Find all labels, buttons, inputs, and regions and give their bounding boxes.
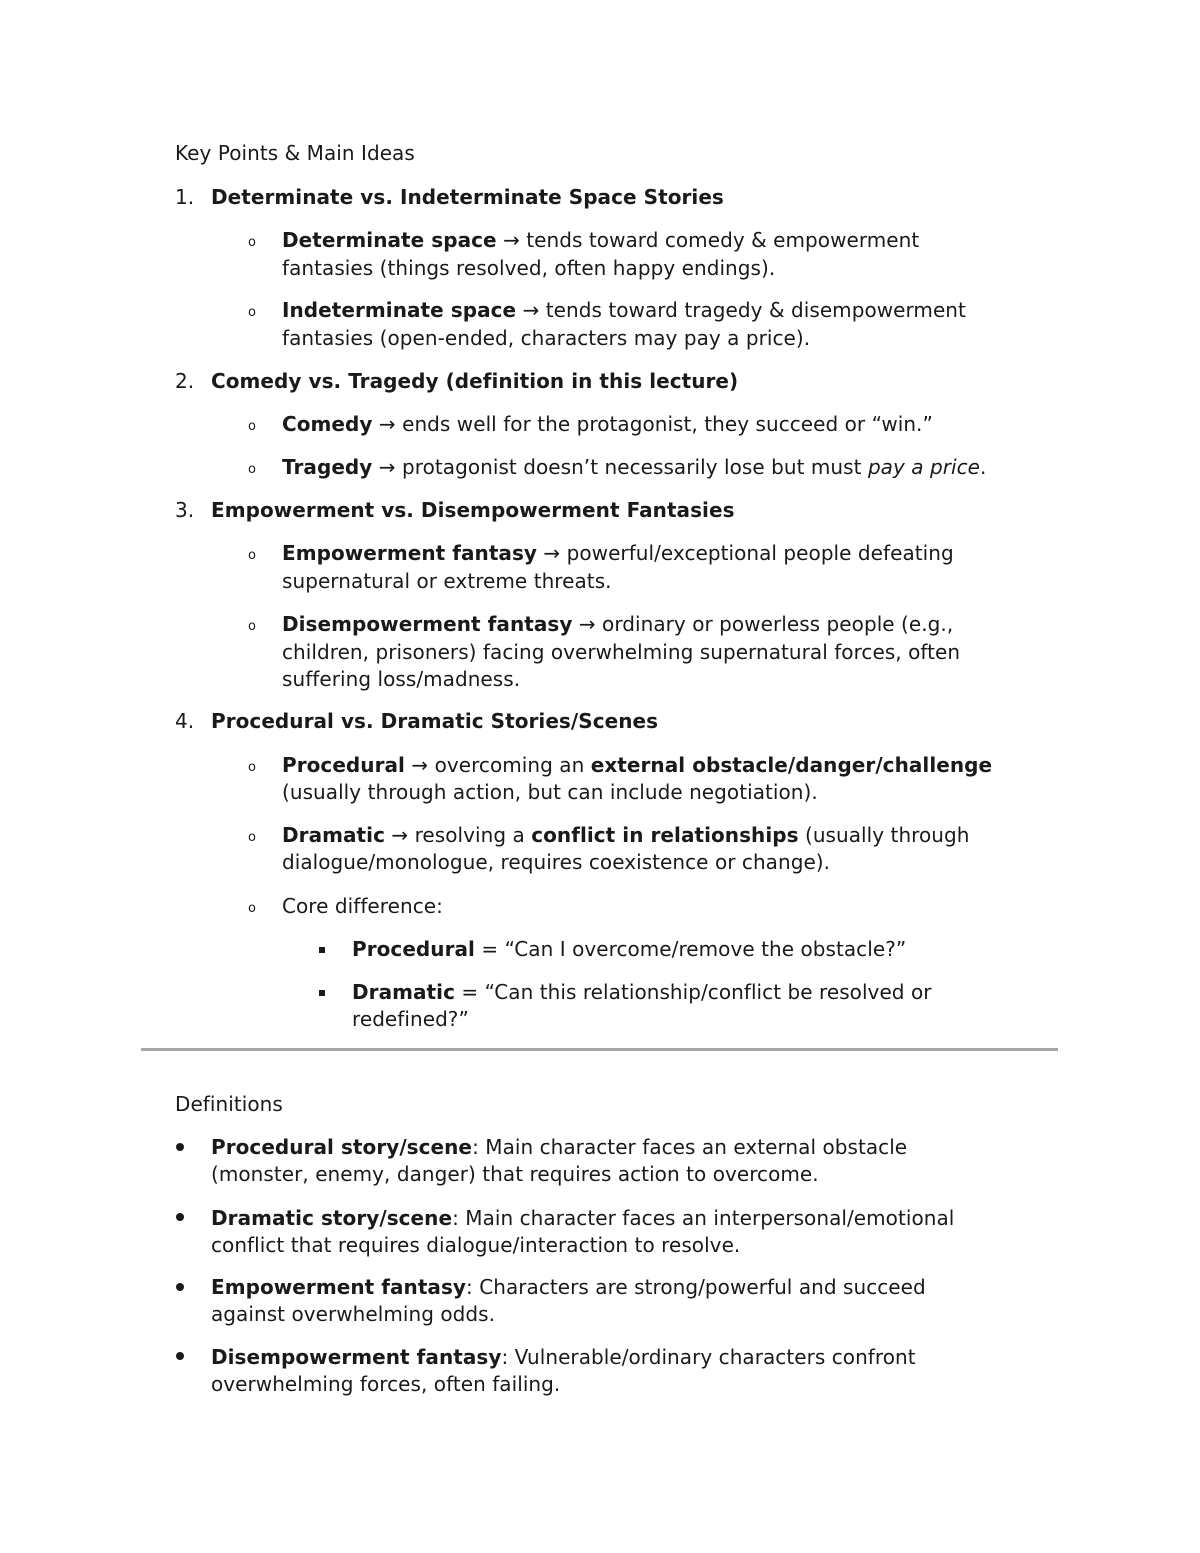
sub-item-continuation: supernatural or extreme threats. — [282, 569, 612, 593]
sub-item-line — [282, 540, 954, 567]
sub-item-text: → resolving a — [384, 823, 532, 847]
sub-item-term: Determinate space — [282, 228, 497, 252]
list-number: 4. — [175, 709, 195, 733]
circle-bullet-icon: o — [248, 548, 256, 563]
sub-item-text: → ends well for the protagonist, they succeed or “win.” — [372, 412, 933, 436]
sub-item-line — [282, 822, 970, 849]
sub-item-term: Procedural — [282, 753, 405, 777]
bullet-dot-icon — [176, 1213, 184, 1221]
circle-bullet-icon: o — [248, 235, 256, 250]
sub-item-line — [282, 454, 986, 481]
section-heading-definitions: Definitions — [175, 1092, 283, 1116]
list-number: 3. — [175, 498, 195, 522]
core-item-term: Procedural — [352, 937, 475, 961]
definition-line — [211, 1274, 926, 1301]
sub-item-continuation: fantasies (things resolved, often happy endings). — [282, 256, 776, 280]
sub-item-text: → overcoming an — [404, 753, 591, 777]
definition-continuation: (monster, enemy, danger) that requires action to overcome. — [211, 1162, 819, 1186]
sub-item-line — [282, 297, 966, 324]
circle-bullet-icon: o — [248, 760, 256, 775]
bullet-dot-icon — [176, 1283, 184, 1291]
sub-item-term: Empowerment fantasy — [282, 541, 538, 565]
sub-item-term: Tragedy — [282, 455, 373, 479]
circle-bullet-icon: o — [248, 619, 256, 634]
definition-text: : Main character faces an external obstacle — [472, 1135, 908, 1159]
sub-item-continuation: children, prisoners) facing overwhelming supernatural forces, often — [282, 640, 961, 664]
sub-item-line — [282, 411, 933, 438]
sub-item-line — [282, 752, 992, 779]
sub-item-continuation: dialogue/monologue, requires coexistence or change). — [282, 850, 831, 874]
square-bullet-icon — [319, 990, 325, 996]
definition-term: Disempowerment fantasy — [211, 1345, 502, 1369]
sub-item-term: Indeterminate space — [282, 298, 517, 322]
list-item-title: Comedy vs. Tragedy (definition in this lecture) — [211, 369, 739, 393]
sub-item-term: Dramatic — [282, 823, 385, 847]
sub-item-emphasis: external obstacle/danger/challenge — [590, 753, 993, 777]
bullet-dot-icon — [176, 1143, 184, 1151]
core-item-term: Dramatic — [352, 980, 455, 1004]
definition-text: : Main character faces an interpersonal/emotional — [452, 1206, 955, 1230]
definition-continuation: against overwhelming odds. — [211, 1302, 496, 1326]
horizontal-divider — [141, 1048, 1058, 1051]
sub-item-term: Disempowerment fantasy — [282, 612, 573, 636]
core-item-continuation: redefined?” — [352, 1007, 469, 1031]
sub-item-tail: (usually through — [798, 823, 970, 847]
section-heading-key-points: Key Points & Main Ideas — [175, 141, 415, 165]
list-item-title: Procedural vs. Dramatic Stories/Scenes — [211, 709, 659, 733]
circle-bullet-icon: o — [248, 462, 256, 477]
sub-item-line: Core difference: — [282, 894, 443, 918]
sub-item-text: → powerful/exceptional people defeating — [537, 541, 954, 565]
sub-item-emphasis: pay a price — [867, 455, 981, 479]
definition-text: : Characters are strong/powerful and succeed — [466, 1275, 926, 1299]
list-number: 1. — [175, 185, 195, 209]
definition-term: Empowerment fantasy — [211, 1275, 467, 1299]
circle-bullet-icon: o — [248, 830, 256, 845]
sub-item-continuation: suffering loss/madness. — [282, 667, 521, 691]
circle-bullet-icon: o — [248, 419, 256, 434]
list-number: 2. — [175, 369, 195, 393]
square-bullet-icon — [319, 947, 325, 953]
list-item-title: Empowerment vs. Disempowerment Fantasies — [211, 498, 735, 522]
sub-item-term: Comedy — [282, 412, 373, 436]
definition-term: Procedural story/scene — [211, 1135, 473, 1159]
definition-continuation: conflict that requires dialogue/interaction to resolve. — [211, 1233, 741, 1257]
sub-item-text: → tends toward comedy & empowerment — [496, 228, 920, 252]
core-item-text: = “Can this relationship/conflict be resolved or — [454, 980, 932, 1004]
definition-text: : Vulnerable/ordinary characters confront — [501, 1345, 916, 1369]
core-item-line — [352, 936, 906, 963]
sub-item-continuation: fantasies (open-ended, characters may pay a price). — [282, 326, 811, 350]
sub-item-text: → protagonist doesn’t necessarily lose but must — [372, 455, 868, 479]
definition-line — [211, 1134, 907, 1161]
sub-item-line — [282, 227, 919, 254]
definition-continuation: overwhelming forces, often failing. — [211, 1372, 561, 1396]
sub-item-text: → tends toward tragedy & disempowerment — [516, 298, 966, 322]
sub-item-tail: . — [980, 455, 987, 479]
definition-line — [211, 1205, 954, 1232]
definition-line — [211, 1344, 916, 1371]
sub-item-continuation: (usually through action, but can include negotiation). — [282, 780, 818, 804]
definition-term: Dramatic story/scene — [211, 1206, 453, 1230]
core-item-text: = “Can I overcome/remove the obstacle?” — [474, 937, 907, 961]
bullet-dot-icon — [176, 1352, 184, 1360]
sub-item-line — [282, 611, 953, 638]
circle-bullet-icon: o — [248, 901, 256, 916]
sub-item-text: → ordinary or powerless people (e.g., — [572, 612, 954, 636]
sub-item-emphasis: conflict in relationships — [531, 823, 799, 847]
circle-bullet-icon: o — [248, 305, 256, 320]
core-item-line — [352, 979, 932, 1006]
list-item-title: Determinate vs. Indeterminate Space Stories — [211, 185, 724, 209]
